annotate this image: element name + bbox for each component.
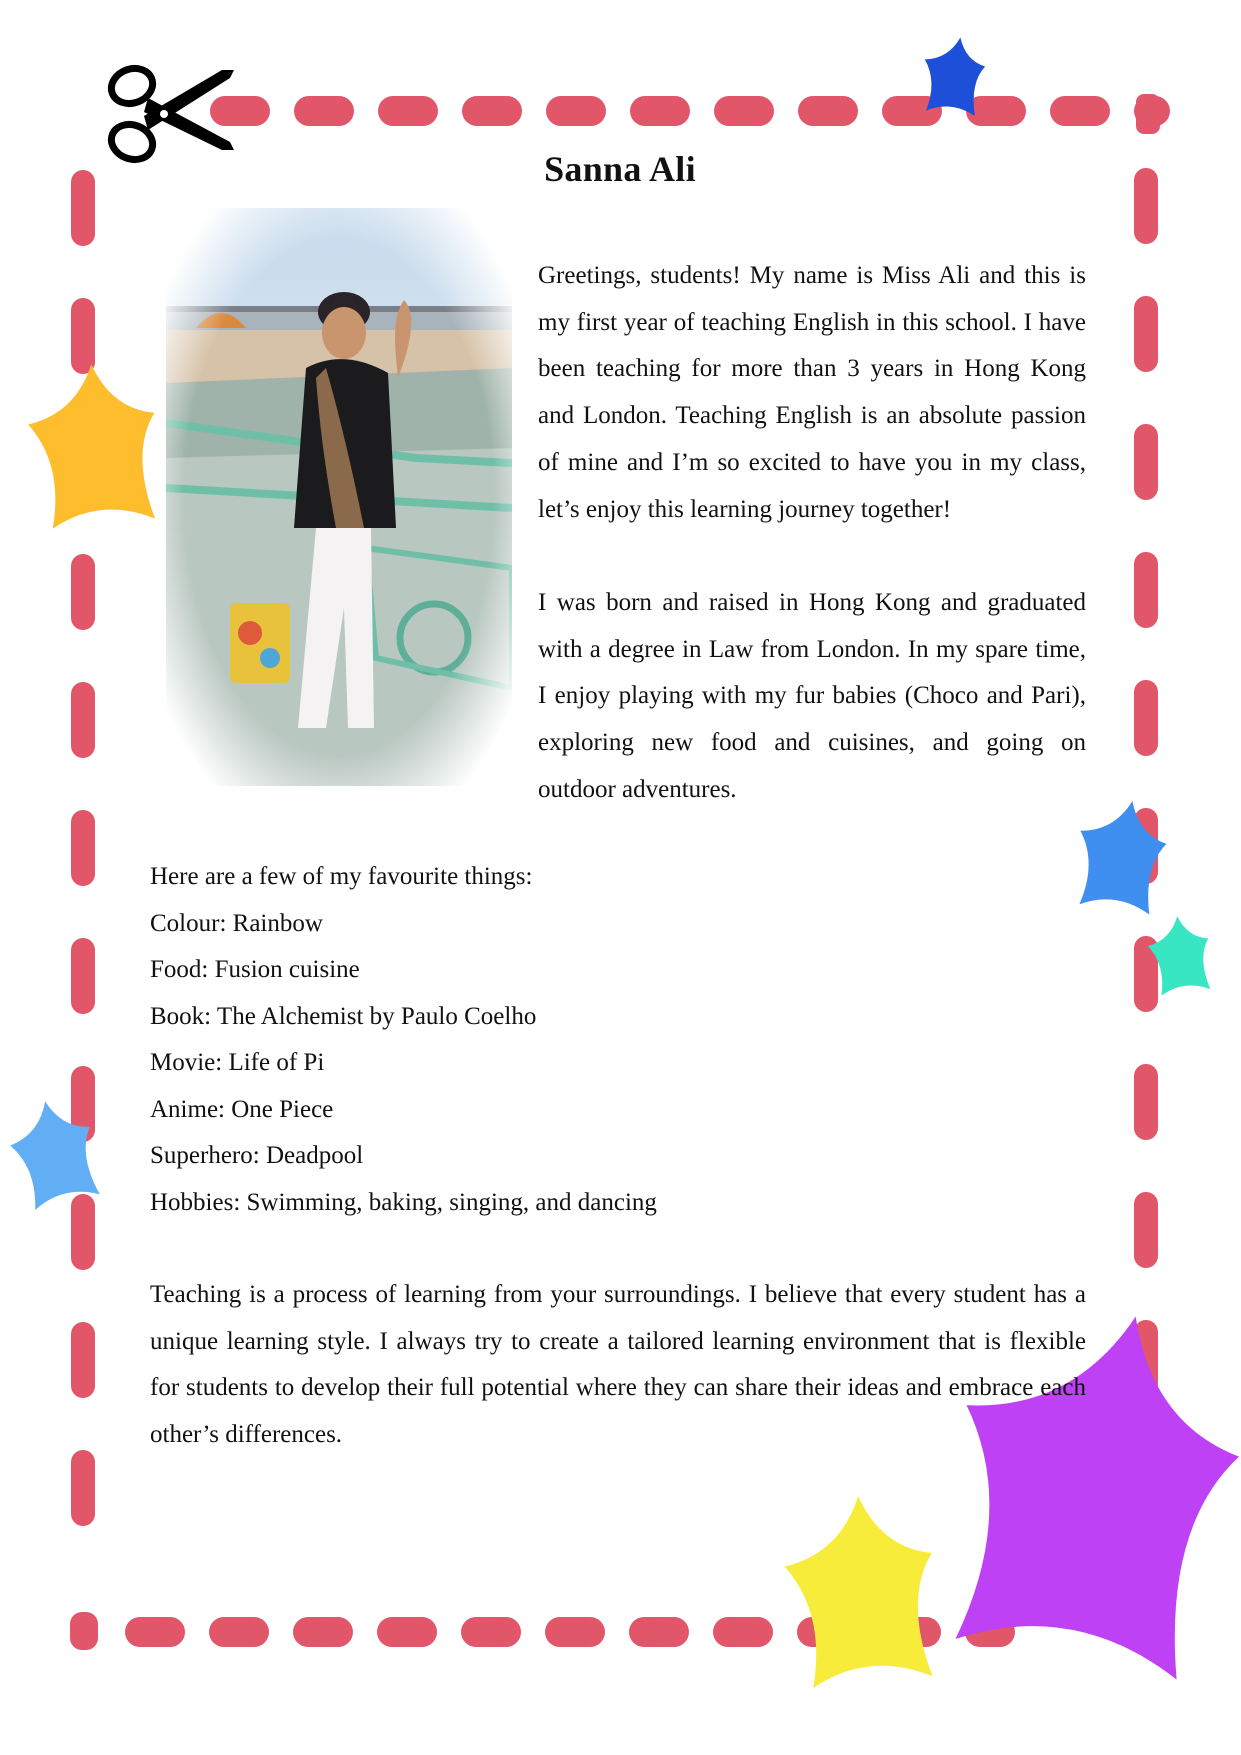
page-title: Sanna Ali <box>544 149 696 189</box>
favourite-item: Colour: Rainbow <box>150 909 323 937</box>
favourites-heading: Here are a few of my favourite things: <box>150 863 533 890</box>
star-icon <box>24 360 162 530</box>
favourite-item: Superhero: Deadpool <box>150 1142 364 1169</box>
favourite-item: Movie: Life of Pi <box>150 1049 325 1076</box>
profile-photo <box>166 208 512 786</box>
border-corner-top-right <box>1136 94 1160 134</box>
star-icon <box>780 1491 941 1689</box>
favourites-list <box>150 854 657 1226</box>
intro-paragraph: Greetings, students! My name is Miss Ali and this is my first year of teaching English in this school. I have been teaching for more than 3 years in Hong Kong and London. Teaching English is an absolute passion of mine and I’m so excited to have you in my class, let’s enjoy this learning journey together! <box>538 262 1086 523</box>
favourite-item: Anime: One Piece <box>150 1095 334 1123</box>
bio-paragraph: I was born and raised in Hong Kong and graduated with a degree in Law from London. In my spare time, I enjoy playing with my fur babies (Choco and Pari), exploring new food and cuisines, and going on outdoor adventures. <box>538 589 1086 803</box>
border-corner-bottom-left <box>70 1612 98 1650</box>
philosophy-paragraph: Teaching is a process of learning from your surroundings. I believe that every student has a unique learning style. I always try to create a tailored learning environment that is flexible for students to develop their full potential where they can share their ideas and embrace each other’s differences. <box>150 1281 1086 1449</box>
favourite-item: Book: The Alchemist by Paulo Coelho <box>150 1002 537 1030</box>
favourite-item: Food: Fusion cuisine <box>150 956 360 983</box>
favourite-item: Hobbies: Swimming, baking, singing, and dancing <box>150 1188 657 1216</box>
